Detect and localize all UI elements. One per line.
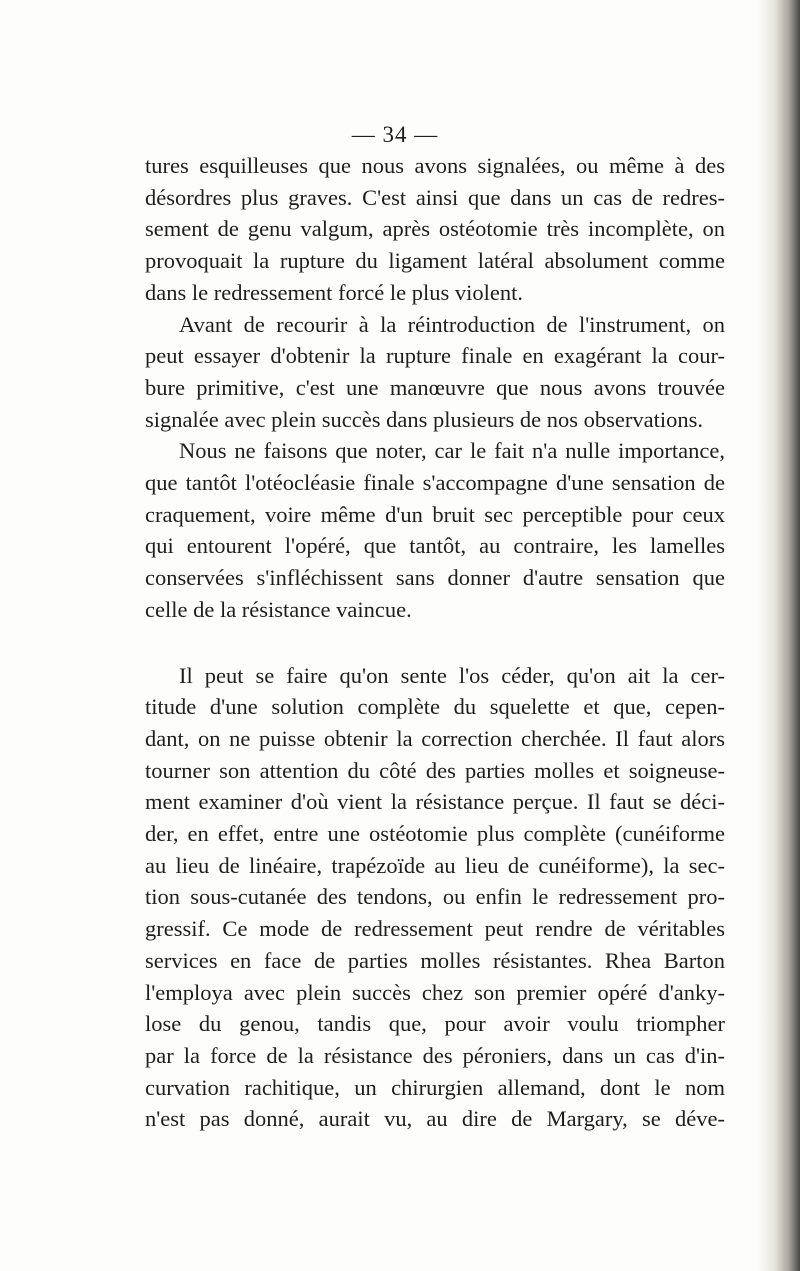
text-line: signalée avec plein succès dans plusieurs de nos observations. xyxy=(145,406,703,432)
paragraph-gap xyxy=(145,626,725,660)
text-line: gressif. Ce mode de redressement peut rendre de véritables xyxy=(145,916,725,942)
text-line: tures esquilleuses que nous avons signalées, ou même à des xyxy=(145,153,725,178)
page-edge-shadow xyxy=(758,0,800,1271)
text-line: bure primitive, c'est une manœuvre que nous avons trouvée xyxy=(145,374,725,400)
text-line: ment examiner d'où vient la résistance perçue. Il faut se déci- xyxy=(145,789,725,815)
text-line: Nous ne faisons que noter, car le fait n'a nulle importance, xyxy=(179,438,725,464)
text-line: Avant de recourir à la réintroduction de l'instrument, on xyxy=(179,311,725,337)
text-line: conservées s'infléchissent sans donner d'autre sensation que xyxy=(145,565,725,591)
text-line: der, en effet, entre une ostéotomie plus complète (cunéiforme xyxy=(145,821,725,847)
text-line: craquement, voire même d'un bruit sec perceptible pour ceux xyxy=(145,501,725,527)
body-text xyxy=(145,150,725,1135)
text-line: Il peut se faire qu'on sente l'os céder, qu'on ait la cer- xyxy=(179,662,725,688)
paragraph xyxy=(145,435,725,625)
page-number: — 34 — xyxy=(351,122,439,147)
text-line: par la force de la résistance des péroniers, dans un cas d'in- xyxy=(145,1042,725,1068)
text-line: que tantôt l'otéocléasie finale s'accompagne d'une sensation de xyxy=(145,470,725,496)
text-line: celle de la résistance vaincue. xyxy=(145,596,412,622)
paragraph xyxy=(145,660,725,1136)
text-line: au lieu de linéaire, trapézoïde au lieu de cunéiforme), la sec- xyxy=(145,852,725,878)
text-line: curvation rachitique, un chirurgien allemand, dont le nom xyxy=(145,1074,725,1100)
text-line: n'est pas donné, aurait vu, au dire de Margary, se déve- xyxy=(145,1106,725,1132)
paragraph xyxy=(145,150,725,309)
paragraph xyxy=(145,309,725,436)
text-line: services en face de parties molles résistantes. Rhea Barton xyxy=(145,947,725,973)
text-line: l'employa avec plein succès chez son premier opéré d'anky- xyxy=(145,979,725,1005)
text-line: dant, on ne puisse obtenir la correction cherchée. Il faut alors xyxy=(145,725,725,751)
text-line: désordres plus graves. C'est ainsi que dans un cas de redres- xyxy=(145,184,725,210)
text-line: peut essayer d'obtenir la rupture finale en exagérant la cour- xyxy=(145,343,725,369)
text-line: sement de genu valgum, après ostéotomie très incomplète, on xyxy=(145,216,725,242)
text-line: tion sous-cutanée des tendons, ou enfin le redressement pro- xyxy=(145,884,725,910)
text-line: tourner son attention du côté des parties molles et soigneuse- xyxy=(145,757,725,783)
text-line: qui entourent l'opéré, que tantôt, au contraire, les lamelles xyxy=(145,533,725,559)
text-line: titude d'une solution complète du squelette et que, cepen- xyxy=(145,694,725,720)
text-line: lose du genou, tandis que, pour avoir voulu triompher xyxy=(145,1011,725,1037)
text-line: provoquait la rupture du ligament latéral absolument comme xyxy=(145,248,725,274)
text-line: dans le redressement forcé le plus violent. xyxy=(145,279,523,305)
